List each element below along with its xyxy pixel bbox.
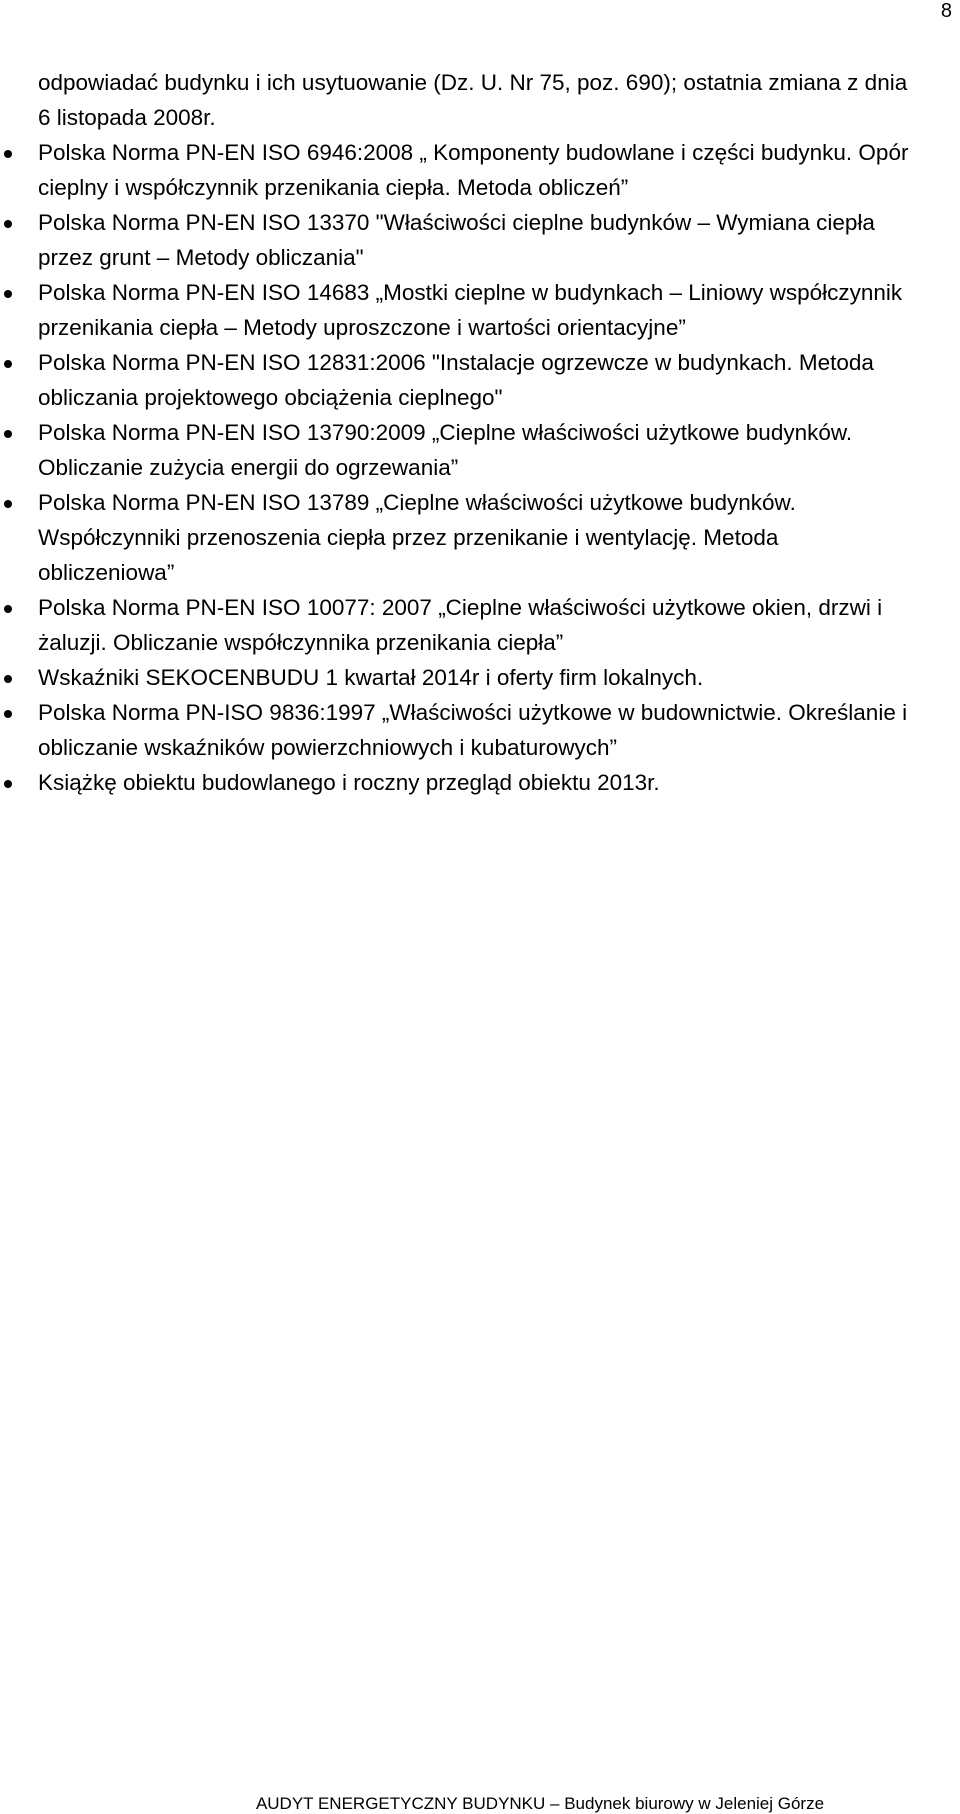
list-item-text: Polska Norma PN-EN ISO 12831:2006 "Instalacje ogrzewcze w budynkach. Metoda obliczania projektowego obciążenia cieplnego" [38,350,874,410]
bullet-icon [4,290,12,298]
bullet-icon [4,675,12,683]
list-item [38,205,918,275]
list-item [38,660,918,695]
page-footer: AUDYT ENERGETYCZNY BUDYNKU – Budynek biurowy w Jeleniej Górze [255,1794,825,1813]
list-item [38,485,918,590]
list-item [38,135,918,205]
bullet-icon [4,150,12,158]
list-item-text: Polska Norma PN-EN ISO 13370 "Właściwości cieplne budynków – Wymiana ciepła przez grunt – Metody obliczania" [38,210,875,270]
list-item [38,695,918,765]
bullet-icon [4,780,12,788]
list-item [38,345,918,415]
list-item [38,275,918,345]
list-item-text: Polska Norma PN-ISO 9836:1997 „Właściwości użytkowe w budownictwie. Określanie i obliczanie wskaźników powierzchniowych i kubaturowych” [38,700,908,760]
page-number: 8 [940,0,952,22]
bullet-icon [4,710,12,718]
list-item-text: Wskaźniki SEKOCENBUDU 1 kwartał 2014r i oferty firm lokalnych. [38,665,704,690]
list-item [38,590,918,660]
list-item [38,415,918,485]
list-item-text: Polska Norma PN-EN ISO 10077: 2007 „Cieplne właściwości użytkowe okien, drzwi i żaluzji. Obliczanie współczynnika przenikania ciepła” [38,595,883,655]
list-item-text: Polska Norma PN-EN ISO 13789 „Cieplne właściwości użytkowe budynków. Współczynniki przenoszenia ciepła przez przenikanie i wentylację. Metoda obliczeniowa” [38,490,796,585]
intro-paragraph: odpowiadać budynku i ich usytuowanie (Dz. U. Nr 75, poz. 690); ostatnia zmiana z dnia 6 listopada 2008r. [38,70,908,130]
list-item-text: Polska Norma PN-EN ISO 13790:2009 „Cieplne właściwości użytkowe budynków. Obliczanie zużycia energii do ogrzewania” [38,420,853,480]
reference-list [38,135,918,800]
list-item-text: Polska Norma PN-EN ISO 14683 „Mostki cieplne w budynkach – Liniowy współczynnik przenikania ciepła – Metody uproszczone i wartości orientacyjne” [38,280,903,340]
list-item [38,765,918,800]
bullet-icon [4,500,12,508]
list-item-text: Polska Norma PN-EN ISO 6946:2008 „ Komponenty budowlane i części budynku. Opór cieplny i współczynnik przenikania ciepła. Metoda obliczeń” [38,140,909,200]
document-body [38,66,918,800]
list-item-text: Książkę obiektu budowlanego i roczny przegląd obiektu 2013r. [38,770,660,795]
bullet-icon [4,220,12,228]
bullet-icon [4,605,12,613]
bullet-icon [4,430,12,438]
bullet-icon [4,360,12,368]
